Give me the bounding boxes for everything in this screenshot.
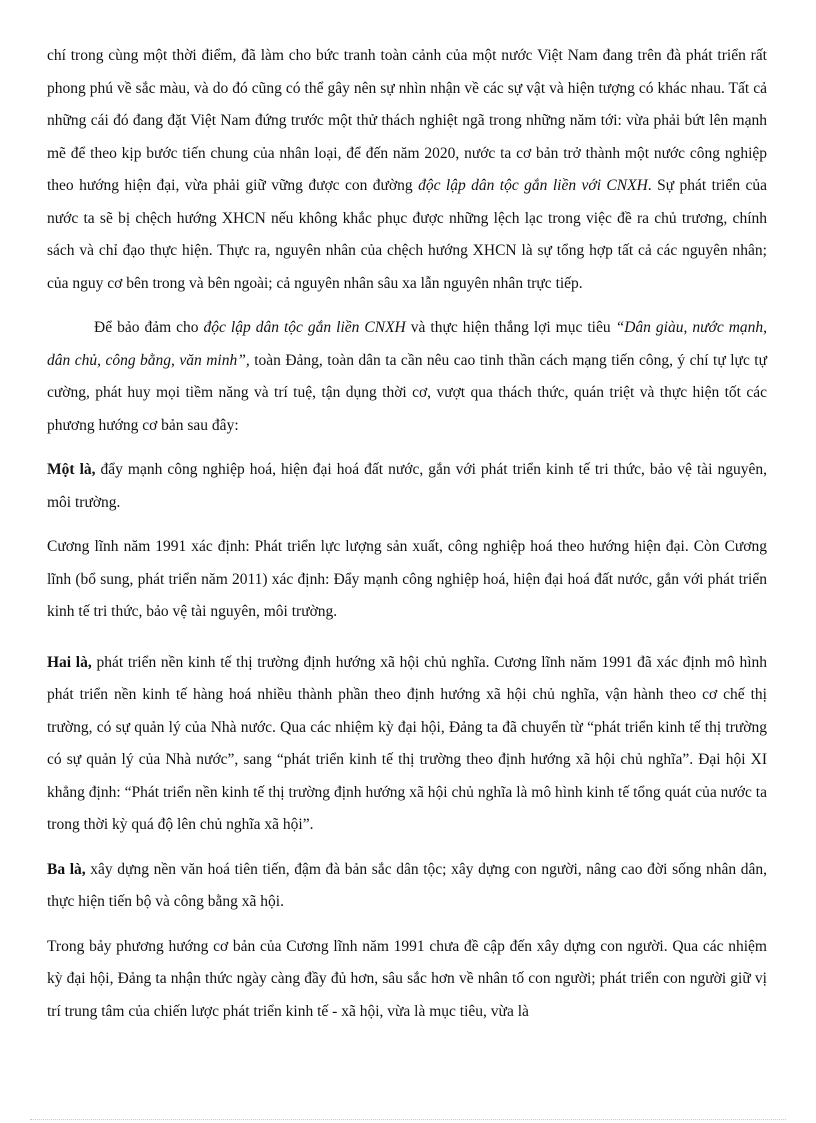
paragraph-4 <box>47 531 767 629</box>
paragraph-2-emphasis-a: độc lập dân tộc gắn liền CNXH <box>203 319 406 336</box>
paragraph-2 <box>47 312 767 442</box>
paragraph-1 <box>47 40 767 300</box>
paragraph-2-text-c: toàn Đảng, toàn dân ta cần nêu cao tinh thần cách mạng tiến công, ý chí tự lực tự cường, phát huy mọi tiềm năng và trí tuệ, tận dụng thời cơ, vượt qua thách thức, quán triệt và thực hiện tốt các phương hướng cơ bản sau đây: <box>47 351 767 434</box>
paragraph-2-text-a: Để bảo đảm cho <box>94 319 204 336</box>
paragraph-3 <box>47 454 767 519</box>
paragraph-3-lead: Một là, <box>47 461 96 478</box>
paragraph-3-text: đẩy mạnh công nghiệp hoá, hiện đại hoá đất nước, gắn với phát triển kinh tế tri thức, bảo vệ tài nguyên, môi trường. <box>47 461 767 511</box>
paragraph-6-lead: Ba là, <box>47 860 86 878</box>
paragraph-1-text-b: . Sự phát triển của nước ta sẽ bị chệch hướng XHCN nếu không khắc phục được những lệch lạc trong việc đề ra chủ trương, chính sách và chỉ đạo thực hiện. Thực ra, nguyên nhân của chệch hướng XHCN là sự tổng hợp tất cả các nguyên nhân; của nguy cơ bên trong và bên ngoài; cả nguyên nhân sâu xa lẫn nguyên nhân trực tiếp. <box>47 177 768 292</box>
paragraph-6-text: xây dựng nền văn hoá tiên tiến, đậm đà bản sắc dân tộc; xây dựng con người, nâng cao đời sống nhân dân, thực hiện tiến bộ và công bằng xã hội. <box>47 860 767 910</box>
paragraph-2-text-b: và thực hiện thắng lợi mục tiêu <box>405 319 616 336</box>
paragraph-2-emphasis-b: “Dân giàu, nước mạnh, dân chủ, công bằng, văn minh”, <box>47 319 768 369</box>
paragraph-6 <box>47 854 767 919</box>
paragraph-4-text: Cương lĩnh năm 1991 xác định: Phát triển lực lượng sản xuất, công nghiệp hoá theo hướng hiện đại. Còn Cương lĩnh (bổ sung, phát triển năm 2011) xác định: Đẩy mạnh công nghiệp hoá, hiện đại hoá đất nước, gắn với phát triển kinh tế tri thức, bảo vệ tài nguyên, môi trường. <box>47 538 767 620</box>
paragraph-1-text-a: chí trong cùng một thời điểm, đã làm cho bức tranh toàn cảnh của một nước Việt Nam đang trên đà phát triển rất phong phú về sắc màu, và do đó cũng có thể gây nên sự nhìn nhận về các sự vật và hiện tượng có khác nhau. Tất cả những cái đó đang đặt Việt Nam đứng trước một thử thách nghiệt ngã trong những năm tới: vừa phải bứt lên mạnh mẽ để theo kịp bước tiến chung của nhân loại, để đến năm 2020, nước ta cơ bản trở thành một nước công nghiệp theo hướng hiện đại, vừa phải giữ vững được con đường <box>47 47 767 194</box>
paragraph-5-text: phát triển nền kinh tế thị trường định hướng xã hội chủ nghĩa. Cương lĩnh năm 1991 đã xác định mô hình phát triển nền kinh tế hàng hoá nhiều thành phần theo định hướng xã hội chủ nghĩa, vận hành theo cơ chế thị trường, có sự quản lý của Nhà nước. Qua các nhiệm kỳ đại hội, Đảng ta đã chuyển từ “phát triển kinh tế thị trường có sự quản lý của Nhà nước”, sang “phát triển kinh tế thị trường theo định hướng xã hội chủ nghĩa”. Đại hội XI khẳng định: “Phát triển nền kinh tế thị trường định hướng xã hội chủ nghĩa là mô hình kinh tế tổng quát của nước ta trong thời kỳ quá độ lên chủ nghĩa xã hội”. <box>47 653 768 833</box>
paragraph-1-emphasis: độc lập dân tộc gắn liền với CNXH <box>418 177 648 194</box>
paragraph-7 <box>47 931 767 1029</box>
paragraph-7-text: Trong bảy phương hướng cơ bản của Cương lĩnh năm 1991 chưa đề cập đến xây dựng con người. Qua các nhiệm kỳ đại hội, Đảng ta nhận thức ngày càng đầy đủ hơn, sâu sắc hơn về nhân tố con người; phát triển con người giữ vị trí trung tâm của chiến lược phát triển kinh tế - xã hội, vừa là mục tiêu, vừa là <box>47 937 767 1020</box>
document-page <box>47 40 767 1040</box>
page-bottom-divider <box>30 1119 786 1120</box>
paragraph-5-lead: Hai là, <box>47 653 92 671</box>
paragraph-5 <box>47 647 767 842</box>
